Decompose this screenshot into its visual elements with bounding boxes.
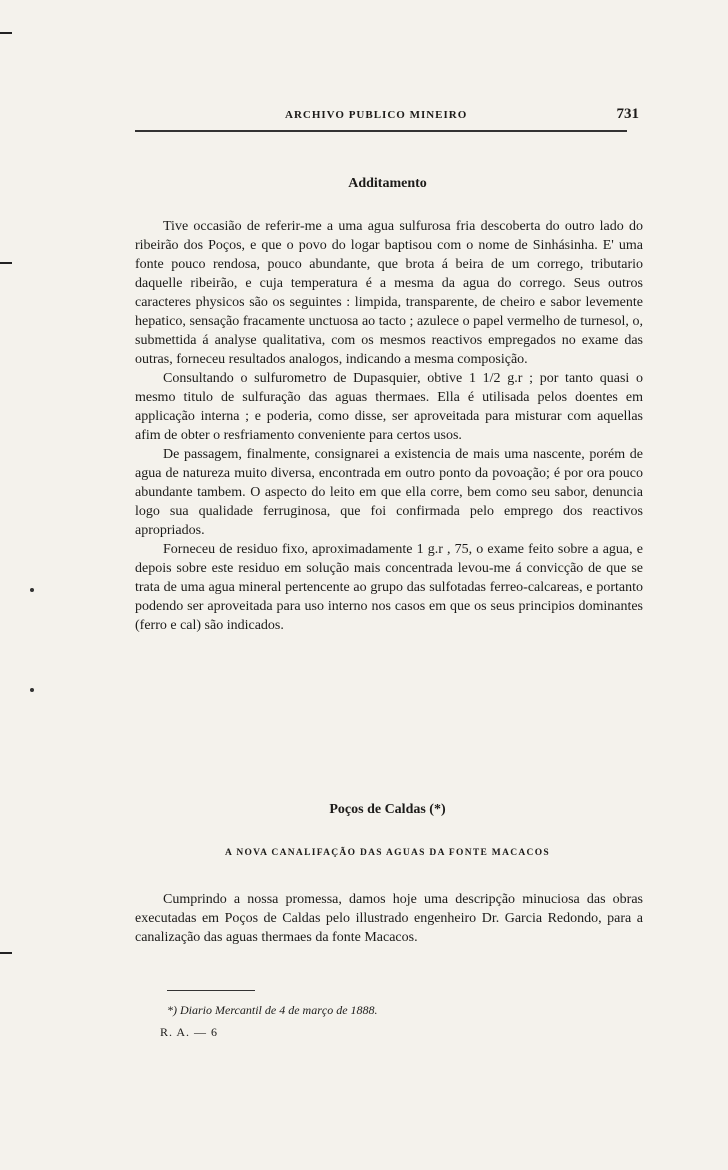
section-subheading: A NOVA CANALIFAÇÃO DAS AGUAS DA FONTE MACACOS <box>225 848 550 858</box>
page-edge-mark <box>0 952 12 954</box>
footnote-rule <box>167 990 255 991</box>
header-rule <box>135 130 627 132</box>
header-title: ARCHIVO PUBLICO MINEIRO <box>285 109 468 121</box>
paragraph: Tive occasião de referir-me a uma agua sulfurosa fria descoberta do outro lado do ribeirão dos Poços, e que o povo do logar baptisou com o nome de Sinhásinha. E' uma fonte pouco rendosa, pouco abundante, que brota á beira de um corrego, tributario daquelle ribeirão, e cuja temperatura é a mesma da agua do corrego. Seus outros caracteres physicos são os seguintes : limpida, transparente, de cheiro e sabor levemente hepatico, sensação fracamente unctuosa ao tacto ; azulece o papel vermelho de turnesol, o, submettida á analyse qualitativa, com os mesmos reactivos empregados no exame das outras, forneceu resultados analogos, indicando a mesma composição. <box>135 219 643 367</box>
page-edge-mark <box>0 32 12 34</box>
paragraph: Forneceu de residuo fixo, aproximadamente 1 g.r , 75, o exame feito sobre a agua, e depois sobre este residuo em solução mais concentrada levou-me á convicção de que se trata de uma agua mineral pertencente ao grupo das sulfotadas ferreo-calcareas, e portanto podendo ser aproveitada para uso interno nos casos em que os seus principios dominantes (ferro e cal) são indicados. <box>135 542 643 633</box>
margin-dot <box>30 588 34 592</box>
section-title: Additamento <box>348 176 427 191</box>
page-edge-mark <box>0 262 12 264</box>
section-body <box>135 890 643 947</box>
signature-mark: R. A. — 6 <box>160 1025 219 1039</box>
page-header <box>135 106 645 126</box>
footnote: *) Diario Mercantil de 4 de março de 1888. <box>167 1003 378 1017</box>
section-title: Poços de Caldas (*) <box>329 802 446 817</box>
paragraph: De passagem, finalmente, consignarei a existencia de mais uma nascente, porém de agua de natureza muito diversa, encontrada em outro ponto da povoação; é por ora pouco abundante tambem. O aspecto do leito em que ella corre, bem como seu sabor, denuncia logo sua qualidade ferruginosa, que foi confirmada pelo emprego dos reactivos apropriados. <box>135 447 643 538</box>
section-body <box>135 217 643 635</box>
page-number: 731 <box>616 106 639 122</box>
paragraph: Cumprindo a nossa promessa, damos hoje uma descripção minuciosa das obras executadas em Poços de Caldas pelo illustrado engenheiro Dr. Garcia Redondo, para a canalização das aguas thermaes da fonte Macacos. <box>135 892 643 945</box>
paragraph: Consultando o sulfurometro de Dupasquier, obtive 1 1/2 g.r ; por tanto quasi o mesmo titulo de sulfuração das aguas thermaes. Ella é utilisada pelos doentes em applicação interna ; e poderia, como disse, ser aproveitada para misturar com aquellas afim de obter o resfriamento conveniente para certos usos. <box>135 371 643 443</box>
margin-dot <box>30 688 34 692</box>
